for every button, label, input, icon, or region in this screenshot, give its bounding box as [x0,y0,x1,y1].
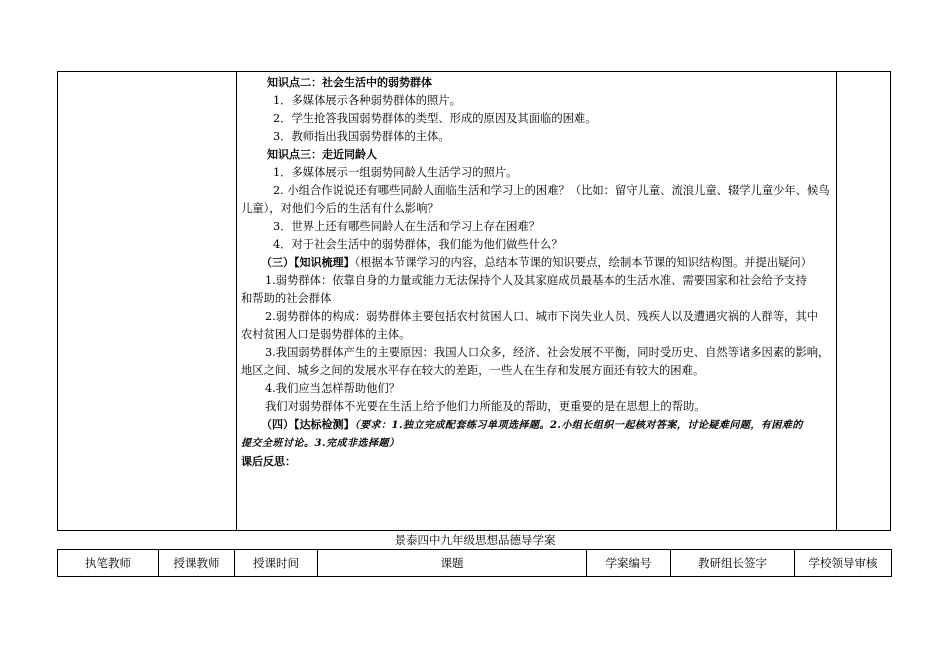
column-divider-left [236,71,237,531]
header-topic: 课题 [318,550,587,577]
section3-item-2: 2. 小组合作说说还有哪些同龄人面临生活和学习上的困难？（比如：留守儿童、流浪儿童、辍学儿童少年、候鸟 [273,184,830,197]
test-requirement-note: （要求：1.独立完成配套练习单项选择题。2.小组长组织一起核对答案，讨论疑难问题，有困难的 [354,420,803,431]
test-heading-label: （四）【达标检测】 [261,418,355,431]
signature-table [57,549,892,577]
section3-item-1: 1．多媒体展示一组弱势同龄人生活学习的照片。 [273,166,518,179]
section3-heading: 知识点三：走近同龄人 [267,148,377,161]
review-point-5: 我们对弱势群体不光要在生活上给予他们力所能及的帮助，更重要的是在思想上的帮助。 [265,400,706,413]
section2-item-3: 3．教师指出我国弱势群体的主体。 [273,130,450,143]
header-school-review: 学校领导审核 [795,550,892,577]
header-group-leader-signature: 教研组长签字 [671,550,795,577]
signature-header-row [58,550,892,577]
review-point-3: 3.我国弱势群体产生的主要原因：我国人口众多，经济、社会发展不平衡，同时受历史、自然等诸多因素的影响， [265,346,830,359]
reflection-label: 课后反思： [241,455,296,468]
review-point-1: 1.弱势群体：依靠自身的力量或能力无法保持个人及其家庭成员最基本的生活水准、需要国家和社会给予支持 [265,274,807,287]
header-teacher: 授课教师 [159,550,235,577]
section3-item-2-cont: 儿童），对他们今后的生活有什么影响？ [241,202,439,215]
review-point-1-cont: 和帮助的社会群体 [241,292,332,305]
review-point-2: 2.弱势群体的构成：弱势群体主要包括农村贫困人口、城市下岗失业人员、残疾人以及遭遇灾祸的人群等，其中 [265,310,819,323]
test-requirement-note-cont: 提交全班讨论。3.完成非选择题） [241,438,400,449]
review-heading [241,254,831,272]
section2-item-2: 2．学生抢答我国弱势群体的类型、形成的原因及其面临的困难。 [273,112,597,125]
header-time: 授课时间 [235,550,318,577]
review-point-2-cont: 农村贫困人口是弱势群体的主体。 [241,328,411,341]
header-plan-number: 学案编号 [587,550,671,577]
review-heading-label: （三）【知识梳理】 [261,256,355,269]
review-point-4: 4.我们应当怎样帮助他们？ [265,382,401,395]
column-divider-right [836,71,837,531]
document-title: 景泰四中九年级思想品德导学案 [394,533,556,547]
section3-item-3: 3．世界上还有哪些同龄人在生活和学习上存在困难？ [273,220,541,233]
test-heading [241,416,831,435]
review-point-3-cont: 地区之间、城乡之间的发展水平存在较大的差距，一些人在生存和发展方面还有较大的困难。 [241,364,705,377]
section3-item-4: 4．对于社会生活中的弱势群体，我们能为他们做些什么？ [273,238,563,251]
review-heading-note: （根据本节课学习的内容，总结本节课的知识要点，绘制本节课的知识结构图。并提出疑问） [354,256,813,269]
header-writer: 执笔教师 [58,550,159,577]
section2-item-1: 1．多媒体展示各种弱势群体的照片。 [273,94,461,107]
section2-heading: 知识点二：社会生活中的弱势群体 [267,76,432,89]
lesson-content [241,74,831,471]
